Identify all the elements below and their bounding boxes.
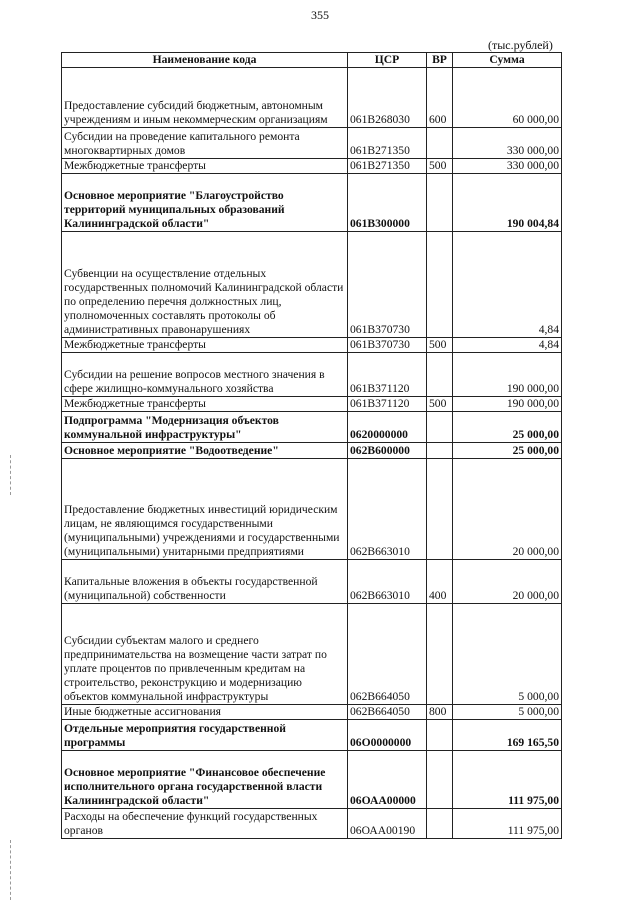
cell-vr	[427, 751, 453, 809]
cell-csr: 06ОАА00000	[348, 751, 427, 809]
cell-vr	[427, 174, 453, 232]
cell-sum: 190 000,00	[453, 397, 562, 412]
cell-csr: 062B600000	[348, 443, 427, 459]
table-row	[62, 604, 562, 705]
cell-sum: 20 000,00	[453, 459, 562, 560]
table-row	[62, 397, 562, 412]
margin-mark	[10, 455, 12, 495]
cell-csr: 061B370730	[348, 232, 427, 338]
table-row	[62, 705, 562, 720]
cell-csr: 062B664050	[348, 705, 427, 720]
cell-vr	[427, 353, 453, 397]
cell-vr: 800	[427, 705, 453, 720]
table-row	[62, 159, 562, 174]
cell-csr: 0620000000	[348, 412, 427, 443]
cell-sum: 330 000,00	[453, 159, 562, 174]
cell-vr	[427, 459, 453, 560]
cell-name: Межбюджетные трансферты	[62, 397, 348, 412]
cell-name: Предоставление бюджетных инвестиций юридическим лицам, не являющимся государственными (муниципальными) учреждениями и государственными (муниципальными) унитарными предприятиями	[62, 459, 348, 560]
cell-vr: 500	[427, 159, 453, 174]
header-name: Наименование кода	[62, 53, 348, 68]
cell-sum: 25 000,00	[453, 443, 562, 459]
cell-csr: 061B300000	[348, 174, 427, 232]
cell-vr: 500	[427, 397, 453, 412]
budget-table	[61, 52, 562, 839]
table-row	[62, 68, 562, 128]
cell-sum: 60 000,00	[453, 68, 562, 128]
table-row	[62, 353, 562, 397]
cell-name: Межбюджетные трансферты	[62, 159, 348, 174]
cell-sum: 190 000,00	[453, 353, 562, 397]
cell-name: Иные бюджетные ассигнования	[62, 705, 348, 720]
page-number: 355	[311, 8, 329, 22]
cell-csr: 061B271350	[348, 128, 427, 159]
cell-name: Подпрограмма "Модернизация объектов коммунальной инфраструктуры"	[62, 412, 348, 443]
cell-vr: 500	[427, 338, 453, 353]
table-row	[62, 720, 562, 751]
cell-vr	[427, 128, 453, 159]
cell-vr: 600	[427, 68, 453, 128]
cell-sum: 20 000,00	[453, 560, 562, 604]
cell-sum: 5 000,00	[453, 604, 562, 705]
cell-name: Расходы на обеспечение функций государственных органов	[62, 809, 348, 839]
table-row	[62, 751, 562, 809]
cell-csr: 061B371120	[348, 397, 427, 412]
table-row	[62, 809, 562, 839]
table-row	[62, 232, 562, 338]
cell-sum: 169 165,50	[453, 720, 562, 751]
cell-vr	[427, 443, 453, 459]
cell-csr: 06ОАА00190	[348, 809, 427, 839]
cell-name: Капитальные вложения в объекты государственной (муниципальной) собственности	[62, 560, 348, 604]
header-csr: ЦСР	[348, 53, 427, 68]
cell-name: Предоставление субсидий бюджетным, автономным учреждениям и иным некоммерческим организациям	[62, 68, 348, 128]
cell-name: Субвенции на осуществление отдельных государственных полномочий Калининградской области по определению перечня должностных лиц, уполномоченных составлять протоколы об административных правонарушениях	[62, 232, 348, 338]
table-row	[62, 443, 562, 459]
cell-csr: 062B663010	[348, 560, 427, 604]
cell-csr: 062B664050	[348, 604, 427, 705]
cell-name: Межбюджетные трансферты	[62, 338, 348, 353]
cell-csr: 06О0000000	[348, 720, 427, 751]
cell-csr: 061B371120	[348, 353, 427, 397]
cell-sum: 5 000,00	[453, 705, 562, 720]
cell-vr	[427, 412, 453, 443]
cell-csr: 061B271350	[348, 159, 427, 174]
cell-csr: 061B268030	[348, 68, 427, 128]
cell-sum: 25 000,00	[453, 412, 562, 443]
cell-sum: 4,84	[453, 232, 562, 338]
cell-sum: 4,84	[453, 338, 562, 353]
header-sum: Сумма	[453, 53, 562, 68]
cell-name: Отдельные мероприятия государственной программы	[62, 720, 348, 751]
cell-vr	[427, 809, 453, 839]
cell-csr: 062B663010	[348, 459, 427, 560]
cell-csr: 061B370730	[348, 338, 427, 353]
table-row	[62, 412, 562, 443]
cell-vr	[427, 720, 453, 751]
table-row	[62, 560, 562, 604]
cell-name: Основное мероприятие "Водоотведение"	[62, 443, 348, 459]
cell-name: Основное мероприятие "Благоустройство территорий муниципальных образований Калининградской области"	[62, 174, 348, 232]
cell-sum: 190 004,84	[453, 174, 562, 232]
margin-mark	[10, 840, 12, 900]
cell-name: Субсидии на проведение капитального ремонта многоквартирных домов	[62, 128, 348, 159]
header-vr: ВР	[427, 53, 453, 68]
cell-name: Основное мероприятие "Финансовое обеспечение исполнительного органа государственной власти Калининградской области"	[62, 751, 348, 809]
table-row	[62, 174, 562, 232]
cell-name: Субсидии субъектам малого и среднего предпринимательства на возмещение части затрат по уплате процентов по привлеченным кредитам на строительство, реконструкцию и модернизацию объектов коммунальной инфраструктуры	[62, 604, 348, 705]
cell-sum: 330 000,00	[453, 128, 562, 159]
table-header-row	[62, 53, 562, 68]
unit-label: (тыс.рублей)	[488, 38, 553, 52]
cell-vr	[427, 604, 453, 705]
cell-vr: 400	[427, 560, 453, 604]
cell-vr	[427, 232, 453, 338]
cell-name: Субсидии на решение вопросов местного значения в сфере жилищно-коммунального хозяйства	[62, 353, 348, 397]
table-row	[62, 338, 562, 353]
table-row	[62, 128, 562, 159]
table-row	[62, 459, 562, 560]
cell-sum: 111 975,00	[453, 751, 562, 809]
cell-sum: 111 975,00	[453, 809, 562, 839]
